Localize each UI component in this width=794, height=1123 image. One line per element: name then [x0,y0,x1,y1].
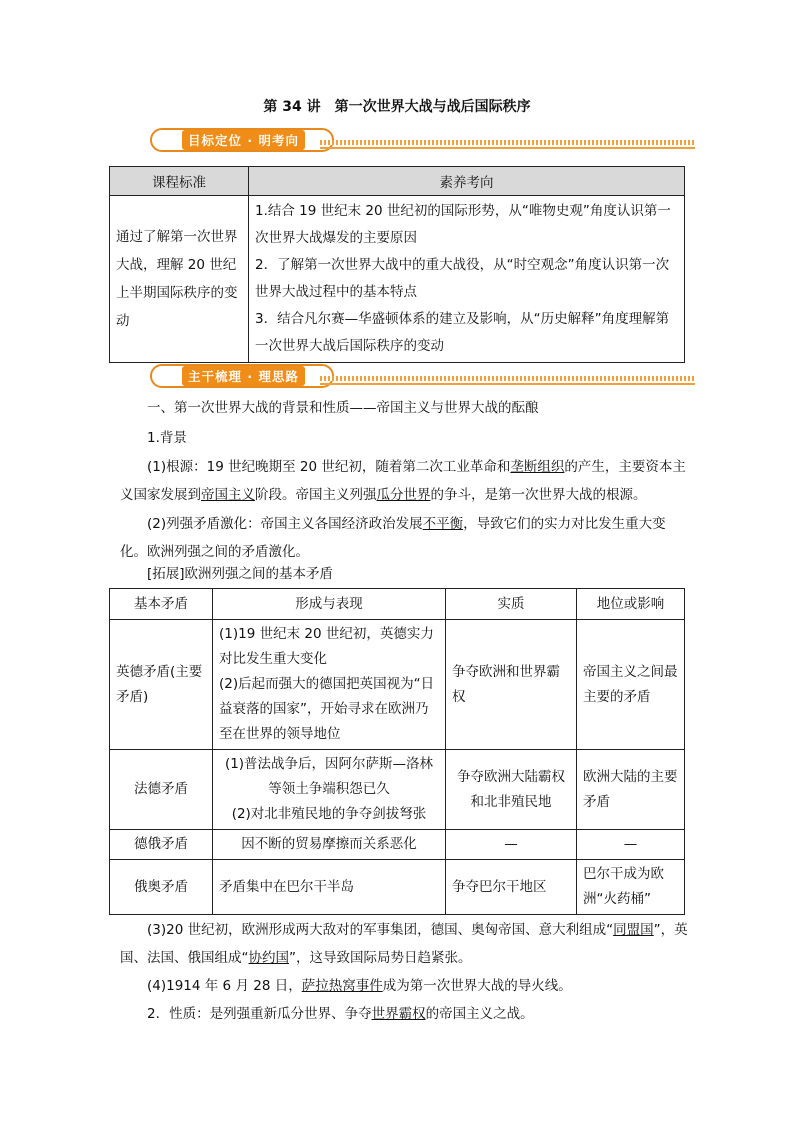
keyword: 萨拉热窝事件 [301,978,383,994]
goal-item: 3．结合凡尔赛—华盛顿体系的建立及影响，从“历史解释”角度理解第一次世界大战后国际秩序的变动 [255,311,670,354]
page-title: 第 34 讲 第一次世界大战与战后国际秩序 [263,99,531,115]
conflict-header: 实质 [446,589,577,620]
conflict-header: 形成与表现 [213,589,446,620]
paragraph-contradictions: (2)列强矛盾激化：帝国主义各国经济政治发展不平衡，导致它们的实力对比发生重大变化。欧洲列强之间的矛盾激化。 [120,516,666,560]
table-row [110,830,685,860]
banner-stripe [320,140,695,145]
conflict-name: 俄奥矛盾 [110,860,213,915]
conflict-header: 基本矛盾 [110,589,213,620]
keyword: 瓜分世界 [376,487,431,503]
keyword: 帝国主义 [201,487,255,503]
paragraph-nature: 2．性质：是列强重新瓜分世界、争夺世界霸权的帝国主义之战。 [147,1006,534,1022]
section-heading: 一、第一次世界大战的背景和性质——帝国主义与世界大战的酝酿 [147,400,539,416]
goal-item: 1.结合 19 世纪末 20 世纪初的国际形势，从“唯物史观”角度认识第一次世界大战爆发的主要原因 [255,203,671,246]
table-row [110,860,685,915]
banner-line [320,147,695,149]
table-row [110,620,685,750]
goal-header-standard: 课程标准 [110,167,249,196]
paragraph-root-cause: (1)根源：19 世纪晚期至 20 世纪初，随着第二次工业革命和垄断组织的产生，主要资本主义国家发展到帝国主义阶段。帝国主义列强瓜分世界的争斗，是第一次世界大战的根源。 [120,459,686,503]
conflict-form: (1)19 世纪末 20 世纪初，英德实力对比发生重大变化 (2)后起而强大的德国把英国视为“日益衰落的国家”，开始寻求在欧洲乃至在世界的领导地位 [213,620,446,750]
goal-item: 2．了解第一次世界大战中的重大战役，从“时空观念”角度认识第一次世界大战过程中的基本特点 [255,257,670,300]
keyword: 垄断组织 [510,459,565,475]
extension-caption: [拓展]欧洲列强之间的基本矛盾 [147,566,334,582]
goal-standard-cell: 通过了解第一次世界大战，理解 20 世纪上半期国际秩序的变动 [110,196,249,363]
table-row [110,750,685,830]
conflict-impact: — [577,830,685,860]
conflict-impact: 欧洲大陆的主要矛盾 [577,750,685,830]
conflict-form: 因不断的贸易摩擦而关系恶化 [213,830,446,860]
paragraph-alliances: (3)20 世纪初，欧洲形成两大敌对的军事集团，德国、奥匈帝国、意大利组成“同盟国”，英国、法国、俄国组成“协约国”，这导致国际局势日趋紧张。 [120,922,688,966]
conflict-table [109,588,685,915]
conflict-impact: 巴尔干成为欧洲“火药桶” [577,860,685,915]
banner-label: 目标定位 · 明考向 [182,130,305,150]
section-banner-outline [150,364,695,390]
conflict-essence: 争夺欧洲大陆霸权和北非殖民地 [446,750,577,830]
conflict-essence: 争夺巴尔干地区 [446,860,577,915]
goal-table [109,166,685,363]
section-banner-goals [150,128,695,154]
keyword: 同盟国 [613,922,654,938]
goal-items-cell [249,196,685,363]
conflict-name: 法德矛盾 [110,750,213,830]
keyword: 世界霸权 [371,1006,426,1022]
keyword: 协约国 [248,950,289,966]
conflict-essence: 争夺欧洲和世界霸权 [446,620,577,750]
conflict-impact: 帝国主义之间最主要的矛盾 [577,620,685,750]
keyword: 不平衡 [422,516,464,532]
paragraph-trigger: (4)1914 年 6 月 28 日，萨拉热窝事件成为第一次世界大战的导火线。 [147,978,572,994]
banner-line [320,383,695,385]
conflict-essence: — [446,830,577,860]
banner-stripe [320,376,695,381]
conflict-header: 地位或影响 [577,589,685,620]
subheading-background: 1.背景 [147,430,187,446]
goal-header-literacy: 素养考向 [249,167,685,196]
banner-label: 主干梳理 · 理思路 [182,366,305,386]
conflict-name: 英德矛盾(主要矛盾) [110,620,213,750]
conflict-form: 矛盾集中在巴尔干半岛 [213,860,446,915]
conflict-name: 德俄矛盾 [110,830,213,860]
conflict-form: (1)普法战争后，因阿尔萨斯—洛林等领土争端积怨已久 (2)对北非殖民地的争夺剑拔弩张 [213,750,446,830]
